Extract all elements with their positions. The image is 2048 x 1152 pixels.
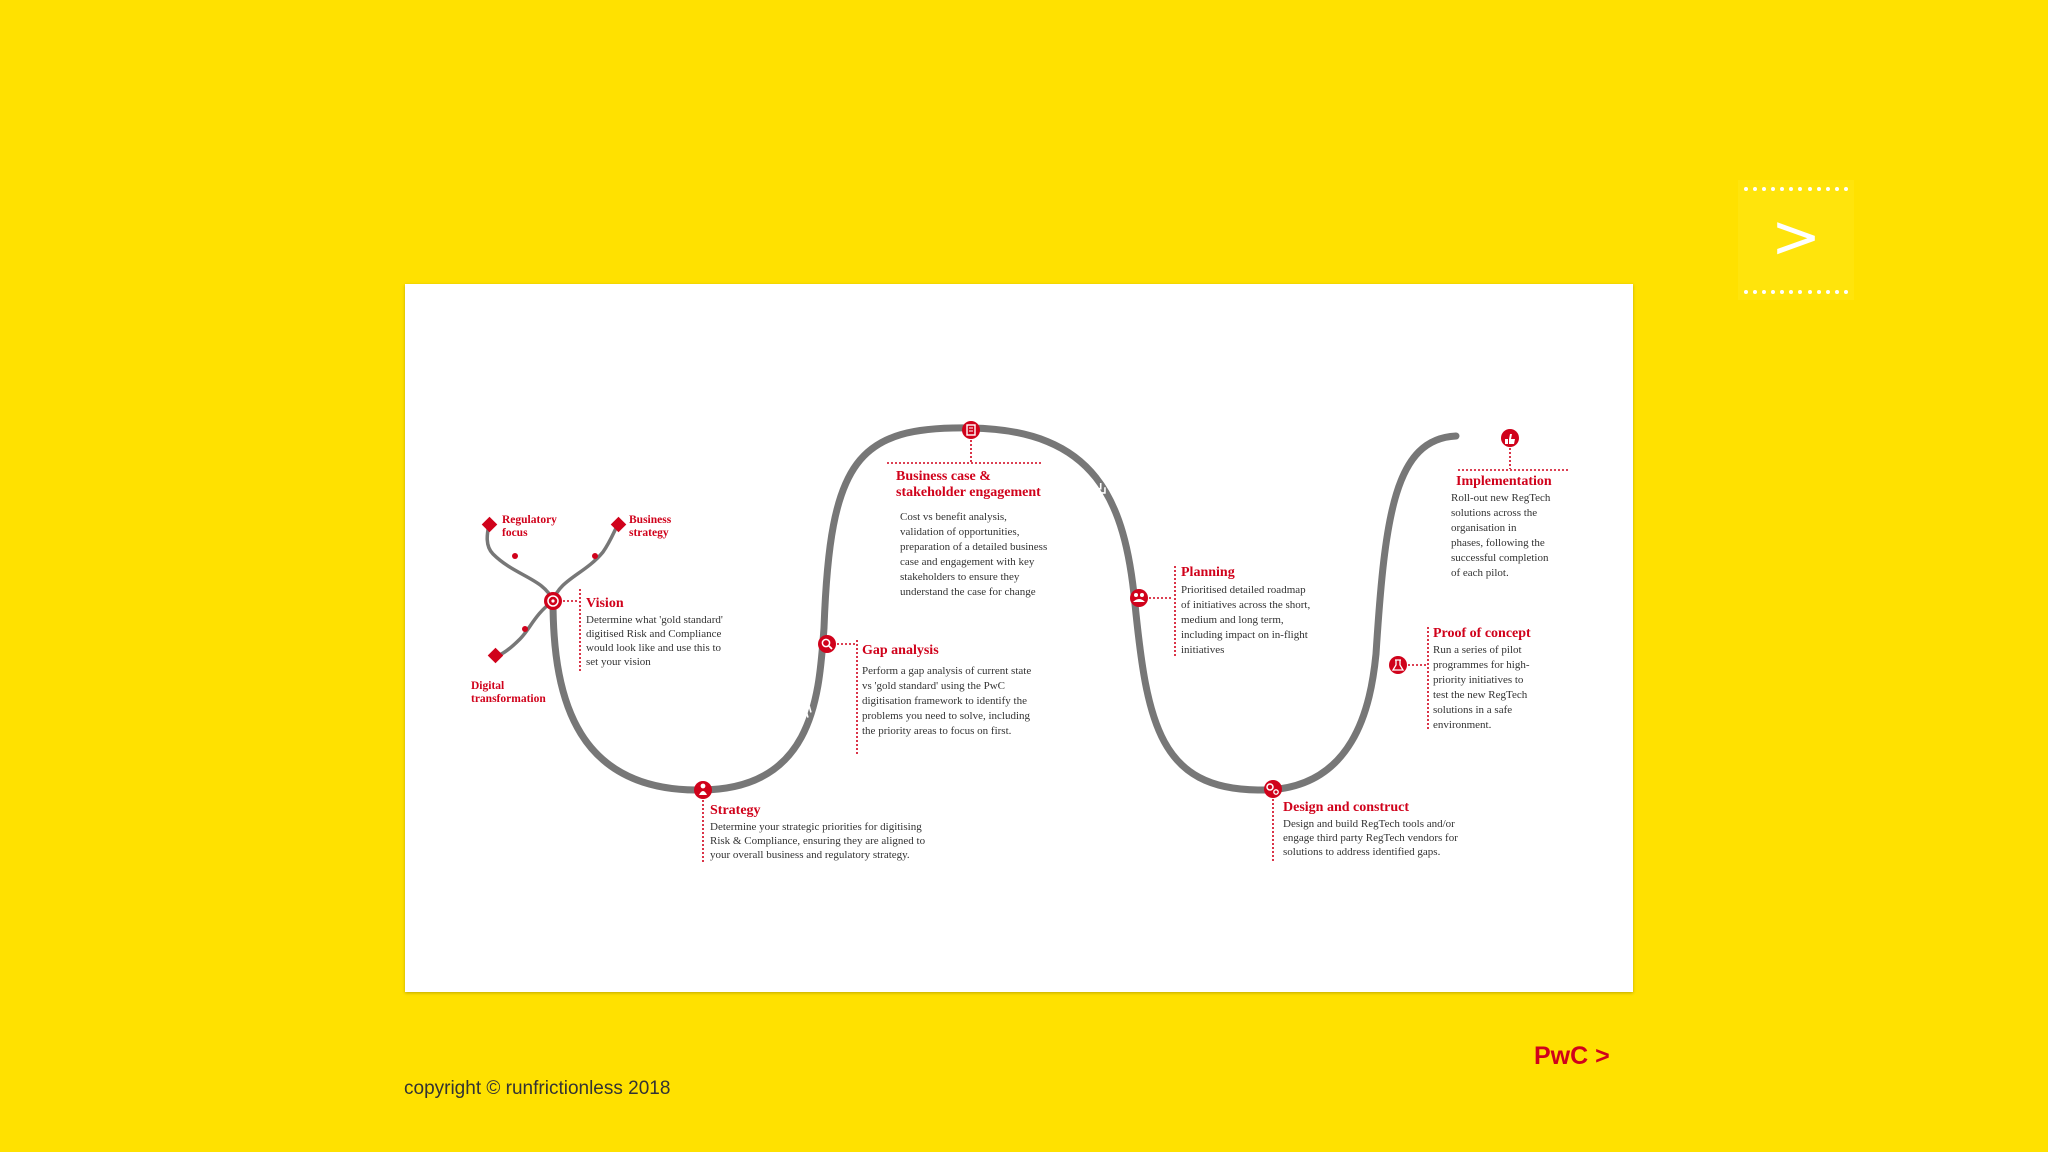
stage-strategy [694,781,928,864]
stage-proof-of-concept [1389,626,1532,731]
dotted-divider-top [1744,187,1848,191]
stage-implementation [1451,429,1570,579]
stage-title: Gap analysis [862,643,939,658]
stage-gap-analysis [818,635,1034,756]
diagram-frame [405,284,1633,992]
stage-title: Implementation [1456,474,1552,489]
stage-title: Proof of concept [1433,626,1531,641]
stage-title: Design and construct [1283,800,1410,815]
stage-business-case [887,421,1050,598]
stage-title: Vision [586,596,624,611]
people-icon [1130,589,1148,607]
origin-regulatory-focus [482,514,557,539]
diamond-marker [611,517,627,533]
dotted-divider-bottom [1744,290,1848,294]
svg-text:Digitaltransformation: Digital transformation [471,680,546,705]
beaker-icon [1389,656,1407,674]
magnifier-icon [818,635,836,653]
stage-description: Determine your strategic priorities for digitising Risk & Compliance, ensuring they are aligned to your overall business and regulatory strategy. [710,821,926,861]
stage-title: Business case & stakeholder engagement [896,469,1041,500]
diamond-marker [482,517,498,533]
diamond-marker [488,648,504,664]
svg-text:Businessstrategy: Business strategy [629,514,672,539]
stage-title: Planning [1181,565,1235,580]
stage-description: Prioritised detailed roadmap of initiatives across the short, medium and long term, including impact on in-flight initiatives [1181,584,1311,656]
pwc-link[interactable]: PwC > [1534,1042,1610,1070]
svg-text:Regulatoryfocus: Regulatory focus [502,514,557,539]
stage-vision [544,589,726,672]
stage-title: Strategy [710,803,761,818]
copyright-text: copyright © runfrictionless 2018 [404,1078,671,1099]
stage-description: Determine what 'gold standard' digitised Risk and Compliance would look like and use this to set your vision [586,614,723,668]
regtech-journey-diagram [405,284,1633,992]
stage-description: Roll-out new RegTech solutions across the organisation in phases, following the successful completion of each pilot. [1451,492,1551,579]
stage-planning [1130,565,1313,658]
next-slide-button[interactable] [1738,180,1854,300]
chevron-right-icon[interactable]: > [1770,202,1822,272]
stage-design-construct [1264,780,1461,862]
stage-description: Perform a gap analysis of current state vs 'gold standard' using the PwC digitisation framework to identify the problems you need to solve, including the priority areas to focus on first. [862,665,1032,737]
origin-digital-transformation [471,648,546,705]
stage-description: Run a series of pilot programmes for high- priority initiatives to test the new RegTech solutions in a safe environment. [1433,644,1530,731]
document-icon [962,421,980,439]
origin-business-strategy [611,514,672,539]
stage-description: Cost vs benefit analysis, validation of opportunities, preparation of a detailed business case and engagement with key stakeholders to ensure they understand the case for change [900,511,1048,598]
stage-description: Design and build RegTech tools and/or engage third party RegTech vendors for solutions to address identified gaps. [1283,818,1458,858]
